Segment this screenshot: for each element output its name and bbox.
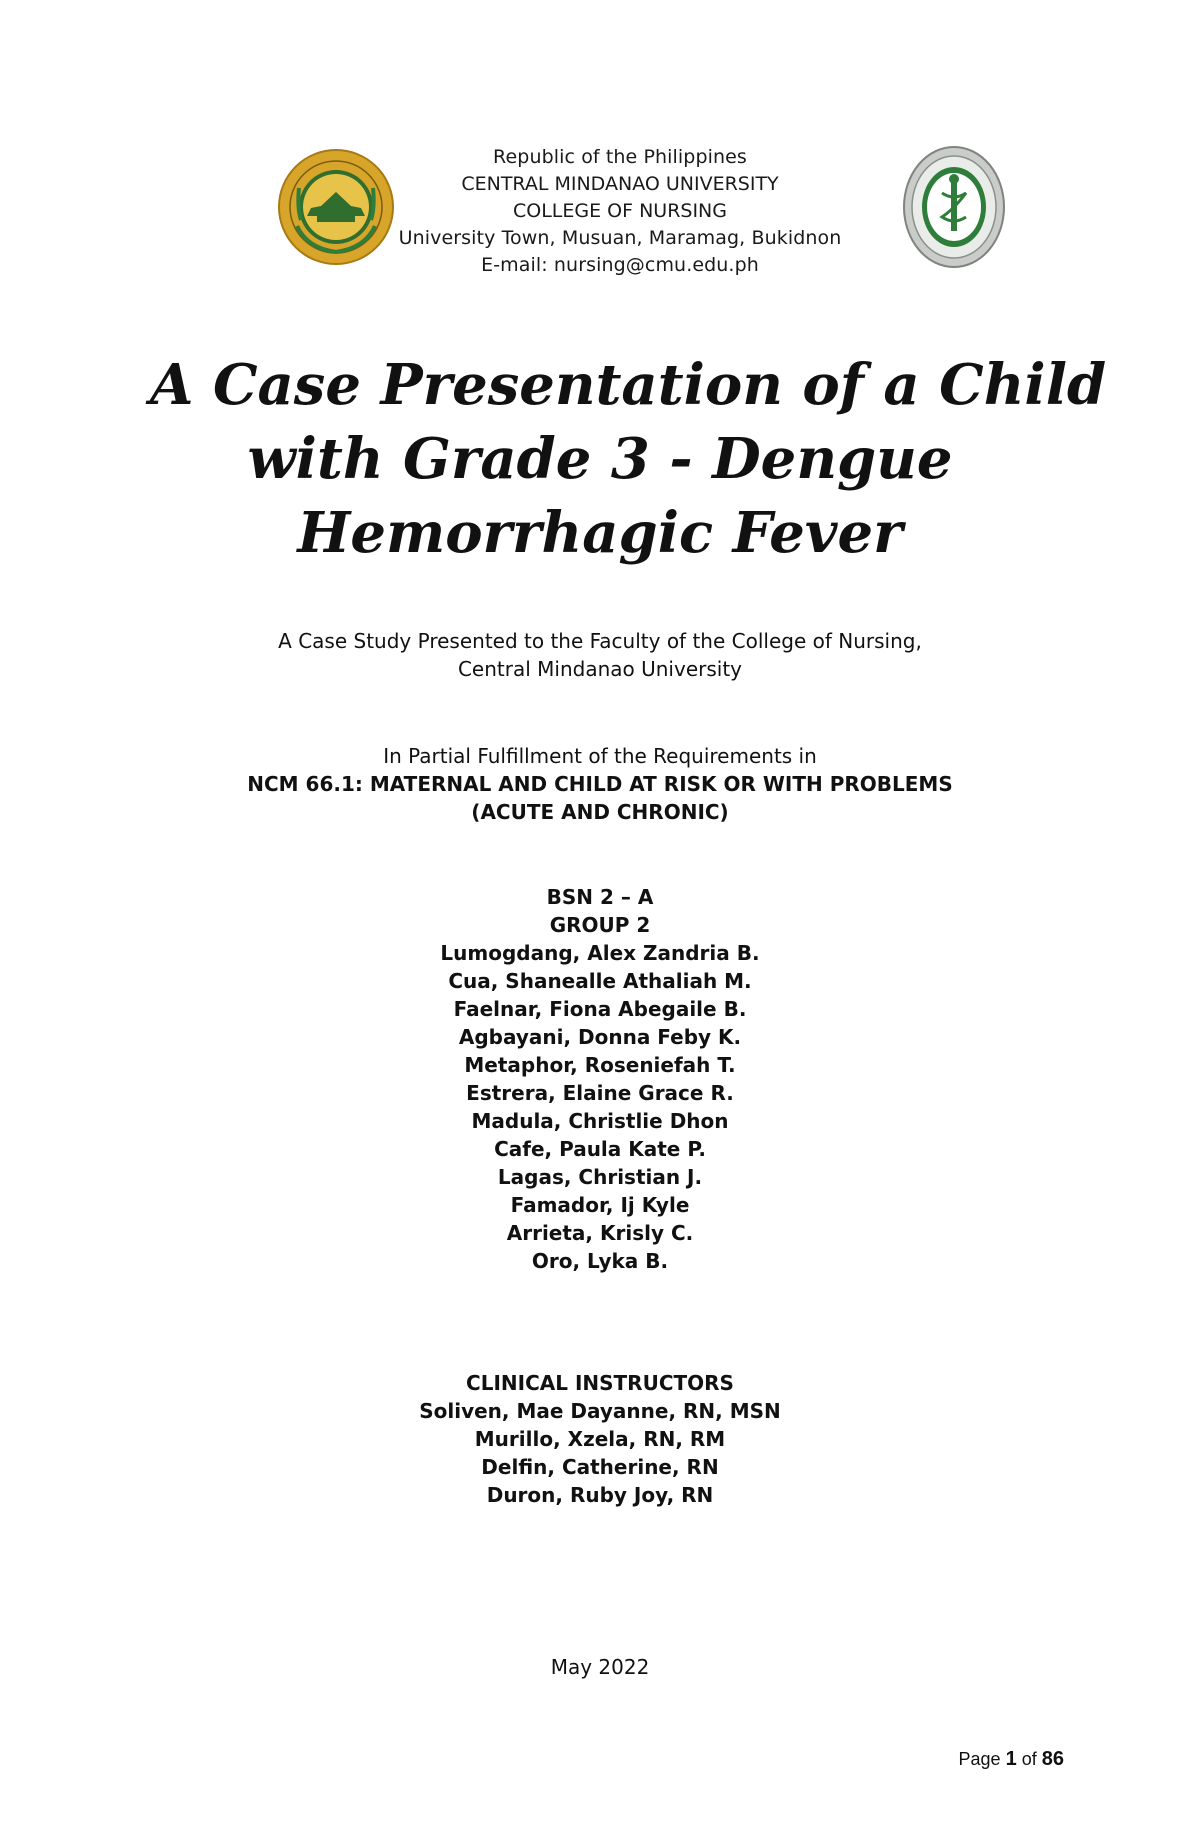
fulfillment-line-1: In Partial Fulfillment of the Requirements in [383,744,817,768]
university-name: CENTRAL MINDANAO UNIVERSITY [461,173,779,195]
college-of-nursing-seal-icon [902,145,1006,269]
page-total: 86 [1041,1748,1064,1770]
group-block [150,883,1050,1275]
page-of: of [1021,1749,1037,1769]
instructor-name: Murillo, Xzela, RN, RM [474,1427,726,1451]
presented-to-block [150,627,1050,683]
member-name: Madula, Christlie Dhon [471,1109,729,1133]
course-title: NCM 66.1: MATERNAL AND CHILD AT RISK OR WITH PROBLEMS [247,772,953,796]
member-name: Metaphor, Roseniefah T. [464,1053,736,1077]
title-line-3: Hemorrhagic Fever [297,500,903,566]
page-label: Page [958,1749,1001,1769]
email-line: E-mail: nursing@cmu.edu.ph [481,254,759,276]
section-label: BSN 2 – A [546,885,654,909]
title-line-2: with Grade 3 - Dengue [247,426,953,492]
fulfillment-block [150,742,1050,826]
member-name: Faelnar, Fiona Abegaile B. [453,997,747,1021]
member-name: Estrera, Elaine Grace R. [466,1081,734,1105]
member-name: Famador, Ij Kyle [510,1193,690,1217]
document-date [150,1653,1050,1681]
member-name: Lagas, Christian J. [497,1165,703,1189]
republic-line: Republic of the Philippines [493,146,747,168]
instructor-name: Soliven, Mae Dayanne, RN, MSN [419,1399,781,1423]
member-name: Lumogdang, Alex Zandria B. [440,941,760,965]
instructor-name: Delfin, Catherine, RN [481,1455,719,1479]
date-text: May 2022 [550,1655,650,1679]
member-name: Oro, Lyka B. [531,1249,669,1273]
instructors-block [150,1369,1050,1509]
member-name: Cafe, Paula Kate P. [494,1137,706,1161]
instructor-name: Duron, Ruby Joy, RN [486,1483,714,1507]
course-subtitle: (ACUTE AND CHRONIC) [471,800,729,824]
presented-line-1: A Case Study Presented to the Faculty of the College of Nursing, [278,629,922,653]
title-line-1: A Case Presentation of a Child [150,352,1107,418]
institution-block [360,144,880,279]
address-line: University Town, Musuan, Maramag, Bukidnon [398,227,842,249]
member-name: Agbayani, Donna Feby K. [458,1025,742,1049]
group-label: GROUP 2 [549,913,651,937]
page-number [959,1748,1064,1771]
page-current: 1 [1005,1748,1017,1770]
member-name: Cua, Shanealle Athaliah M. [448,969,752,993]
member-name: Arrieta, Krisly C. [506,1221,694,1245]
presented-line-2: Central Mindanao University [457,657,743,681]
college-name: COLLEGE OF NURSING [512,200,727,222]
document-title [150,348,1107,570]
document-header [0,140,1200,290]
instructors-heading: CLINICAL INSTRUCTORS [466,1371,734,1395]
